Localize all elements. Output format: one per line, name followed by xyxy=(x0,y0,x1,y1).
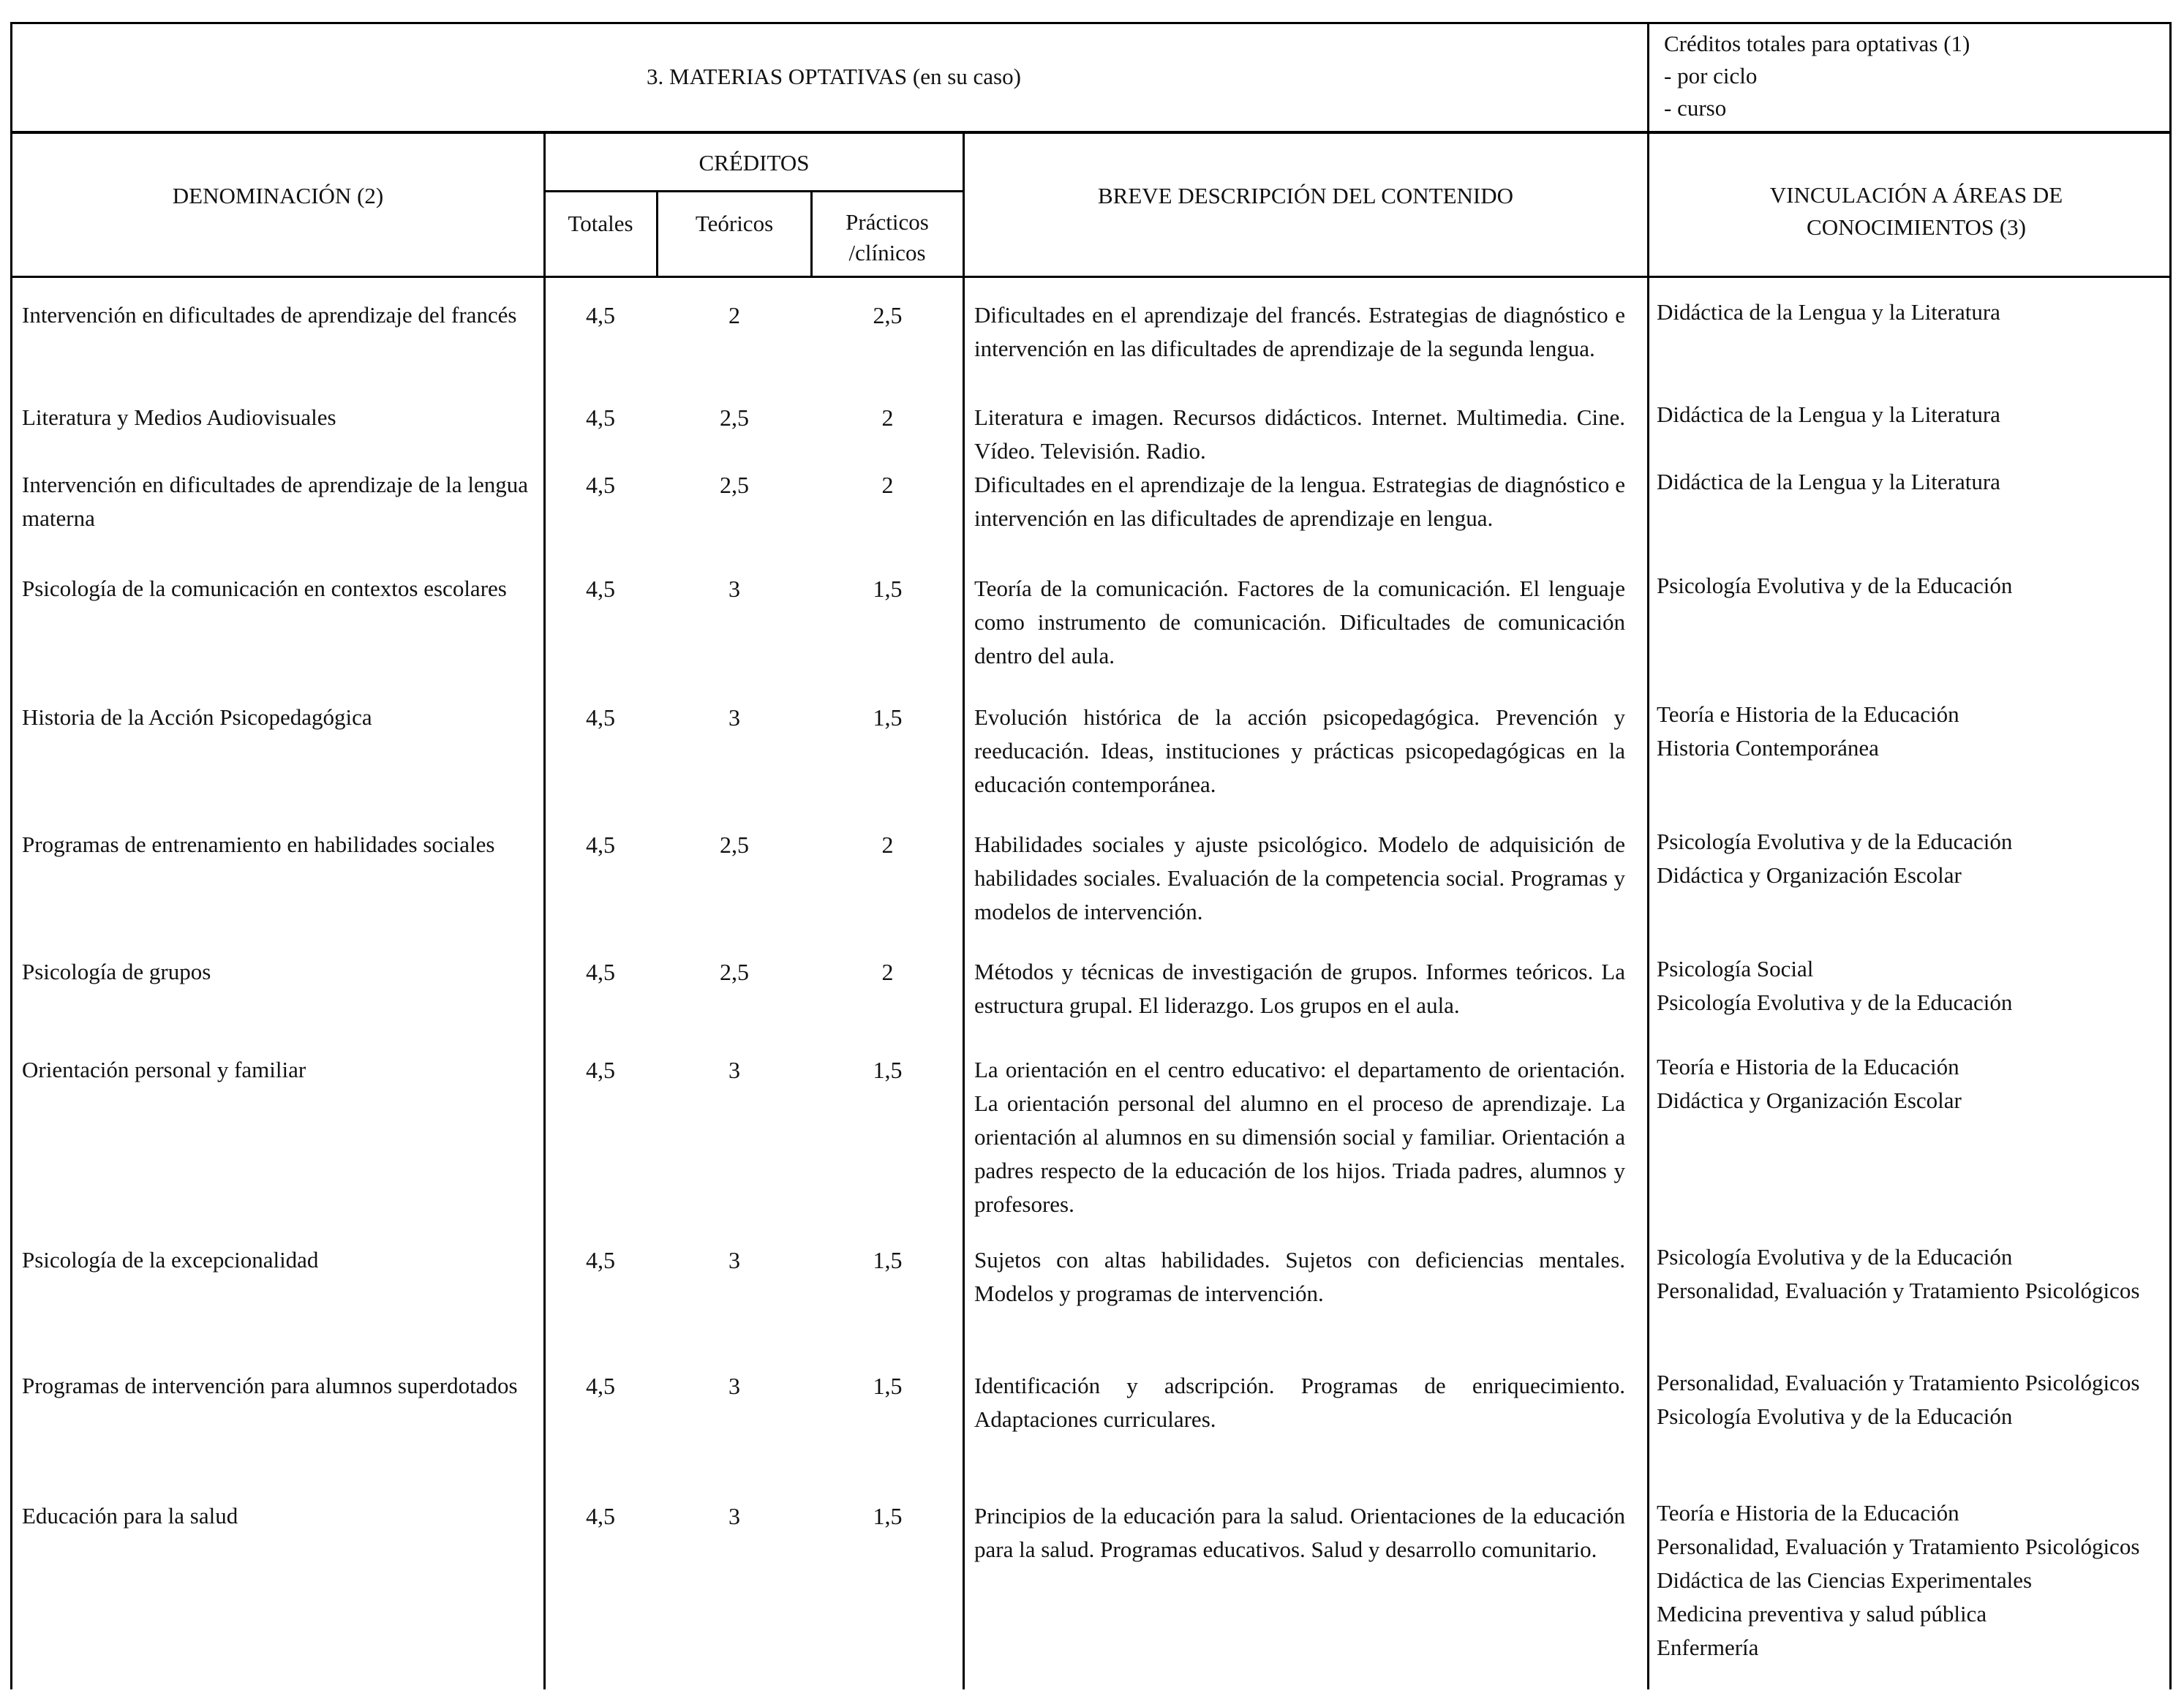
row-areas: Personalidad, Evaluación y Tratamiento Psicológicos Psicología Evolutiva y de la Educación xyxy=(1657,1370,2140,1429)
row-description: Métodos y técnicas de investigación de grupos. Informes teóricos. La estructura grupal. El liderazgo. Los grupos en el aula. xyxy=(974,959,1625,1018)
row-totales: 4,5 xyxy=(586,959,615,985)
row-practicos: 1,5 xyxy=(873,1247,903,1273)
row-totales: 4,5 xyxy=(586,704,615,731)
row-teoricos: 3 xyxy=(728,1373,740,1399)
row-totales: 4,5 xyxy=(586,1247,615,1273)
row-totales: 4,5 xyxy=(586,576,615,602)
row-description: Dificultades en el aprendizaje de la lengua. Estrategias de diagnóstico e intervención en las dificultades de aprendizaje en lengua. xyxy=(974,472,1625,531)
row-description: Identificación y adscripción. Programas de enriquecimiento. Adaptaciones curriculares. xyxy=(974,1373,1625,1432)
row-teoricos: 2,5 xyxy=(720,959,749,985)
row-totales: 4,5 xyxy=(586,404,615,431)
row-name: Psicología de grupos xyxy=(22,959,211,984)
row-description: Habilidades sociales y ajuste psicológico. Modelo de adquisición de habilidades sociales. Evaluación de la competencia social. Programas y modelos de intervención. xyxy=(974,832,1625,924)
credits-por-ciclo: - por ciclo xyxy=(1664,63,1758,88)
row-areas: Psicología Evolutiva y de la Educación Personalidad, Evaluación y Tratamiento Psicológicos xyxy=(1657,1244,2140,1303)
row-name: Intervención en dificultades de aprendizaje de la lengua materna xyxy=(22,472,528,531)
section-title: 3. MATERIAS OPTATIVAS (en su caso) xyxy=(647,64,1021,89)
col-practicos: Prácticos /clínicos xyxy=(846,209,929,265)
row-practicos: 2 xyxy=(881,959,894,985)
row-practicos: 1,5 xyxy=(873,704,903,731)
row-teoricos: 3 xyxy=(728,1247,740,1273)
col-divider-5 xyxy=(1647,132,1649,1689)
row-areas: Psicología Evolutiva y de la Educación xyxy=(1657,573,2013,598)
row-teoricos: 3 xyxy=(728,1057,740,1083)
row-teoricos: 3 xyxy=(728,1503,740,1529)
col-divider-1 xyxy=(543,132,546,1689)
col-denominacion: DENOMINACIÓN (2) xyxy=(172,183,384,208)
row-areas: Teoría e Historia de la Educación Didáctica y Organización Escolar xyxy=(1657,1054,1962,1113)
header-divider xyxy=(1647,22,1649,133)
row-totales: 4,5 xyxy=(586,302,615,328)
row-areas: Teoría e Historia de la Educación Historia Contemporánea xyxy=(1657,701,1959,761)
row-name: Programas de intervención para alumnos superdotados xyxy=(22,1373,518,1398)
col-divider-4 xyxy=(963,132,965,1689)
row-totales: 4,5 xyxy=(586,832,615,858)
col-divider-3 xyxy=(810,192,813,278)
row-teoricos: 2,5 xyxy=(720,472,749,498)
row-areas: Psicología Evolutiva y de la Educación Didáctica y Organización Escolar xyxy=(1657,829,2013,888)
row-description: Sujetos con altas habilidades. Sujetos con deficiencias mentales. Modelos y programas de intervención. xyxy=(974,1247,1625,1306)
col-creditos: CRÉDITOS xyxy=(698,150,810,176)
row-totales: 4,5 xyxy=(586,1503,615,1529)
row-description: La orientación en el centro educativo: el departamento de orientación. La orientación personal del alumno en el proceso de aprendizaje. La orientación al alumnos en su dimensión social y familiar. Orientación a padres respecto de la educación de los hijos. Triada padres, alumnos y profesores. xyxy=(974,1057,1625,1217)
col-vinculacion: VINCULACIÓN A ÁREAS DE CONOCIMIENTOS (3) xyxy=(1769,182,2063,240)
row-name: Orientación personal y familiar xyxy=(22,1057,306,1082)
row-areas: Didáctica de la Lengua y la Literatura xyxy=(1657,402,2000,427)
row-description: Evolución histórica de la acción psicopedagógica. Prevención y reeducación. Ideas, instituciones y prácticas psicopedagógicas en la educación contemporánea. xyxy=(974,704,1625,797)
col-totales: Totales xyxy=(568,211,633,236)
row-practicos: 2 xyxy=(881,472,894,498)
row-name: Intervención en dificultades de aprendizaje del francés xyxy=(22,302,517,328)
row-name: Psicología de la comunicación en contextos escolares xyxy=(22,576,507,601)
row-teoricos: 3 xyxy=(728,576,740,602)
row-practicos: 1,5 xyxy=(873,1057,903,1083)
row-areas: Teoría e Historia de la Educación Personalidad, Evaluación y Tratamiento Psicológicos Didáctica de las Ciencias Experimentales Medicina preventiva y salud pública Enfermería xyxy=(1657,1500,2140,1660)
row-teoricos: 2,5 xyxy=(720,404,749,431)
row-areas: Psicología Social Psicología Evolutiva y de la Educación xyxy=(1657,956,2013,1015)
col-descripcion: BREVE DESCRIPCIÓN DEL CONTENIDO xyxy=(1097,183,1514,208)
right-edge xyxy=(2169,278,2172,1689)
row-description: Principios de la educación para la salud. Orientaciones de la educación para la salud. Programas educativos. Salud y desarrollo comunitario. xyxy=(974,1503,1625,1562)
col-teoricos: Teóricos xyxy=(695,211,774,236)
row-practicos: 2,5 xyxy=(873,302,903,328)
row-practicos: 2 xyxy=(881,404,894,431)
row-description: Dificultades en el aprendizaje del francés. Estrategias de diagnóstico e intervención en las dificultades de aprendizaje de la segunda lengua. xyxy=(974,302,1625,361)
row-name: Educación para la salud xyxy=(22,1503,238,1529)
row-totales: 4,5 xyxy=(586,1373,615,1399)
row-name: Historia de la Acción Psicopedagógica xyxy=(22,704,372,730)
row-teoricos: 2,5 xyxy=(720,832,749,858)
credits-totales-label: Créditos totales para optativas (1) xyxy=(1664,31,1970,56)
row-totales: 4,5 xyxy=(586,472,615,498)
row-description: Teoría de la comunicación. Factores de la comunicación. El lenguaje como instrumento de comunicación. Dificultades de comunicación dentro del aula. xyxy=(974,576,1625,668)
row-teoricos: 3 xyxy=(728,704,740,731)
row-practicos: 1,5 xyxy=(873,576,903,602)
row-name: Programas de entrenamiento en habilidades sociales xyxy=(22,832,495,857)
row-practicos: 1,5 xyxy=(873,1373,903,1399)
row-areas: Didáctica de la Lengua y la Literatura xyxy=(1657,299,2000,325)
left-edge xyxy=(10,278,12,1689)
credits-curso: - curso xyxy=(1664,95,1727,121)
row-description: Literatura e imagen. Recursos didácticos. Internet. Multimedia. Cine. Vídeo. Televisión. Radio. xyxy=(974,404,1625,464)
creditos-underline xyxy=(543,190,965,192)
row-totales: 4,5 xyxy=(586,1057,615,1083)
row-practicos: 2 xyxy=(881,832,894,858)
row-teoricos: 2 xyxy=(728,302,740,328)
row-name: Psicología de la excepcionalidad xyxy=(22,1247,319,1273)
row-name: Literatura y Medios Audiovisuales xyxy=(22,404,336,430)
row-practicos: 1,5 xyxy=(873,1503,903,1529)
row-areas: Didáctica de la Lengua y la Literatura xyxy=(1657,469,2000,494)
